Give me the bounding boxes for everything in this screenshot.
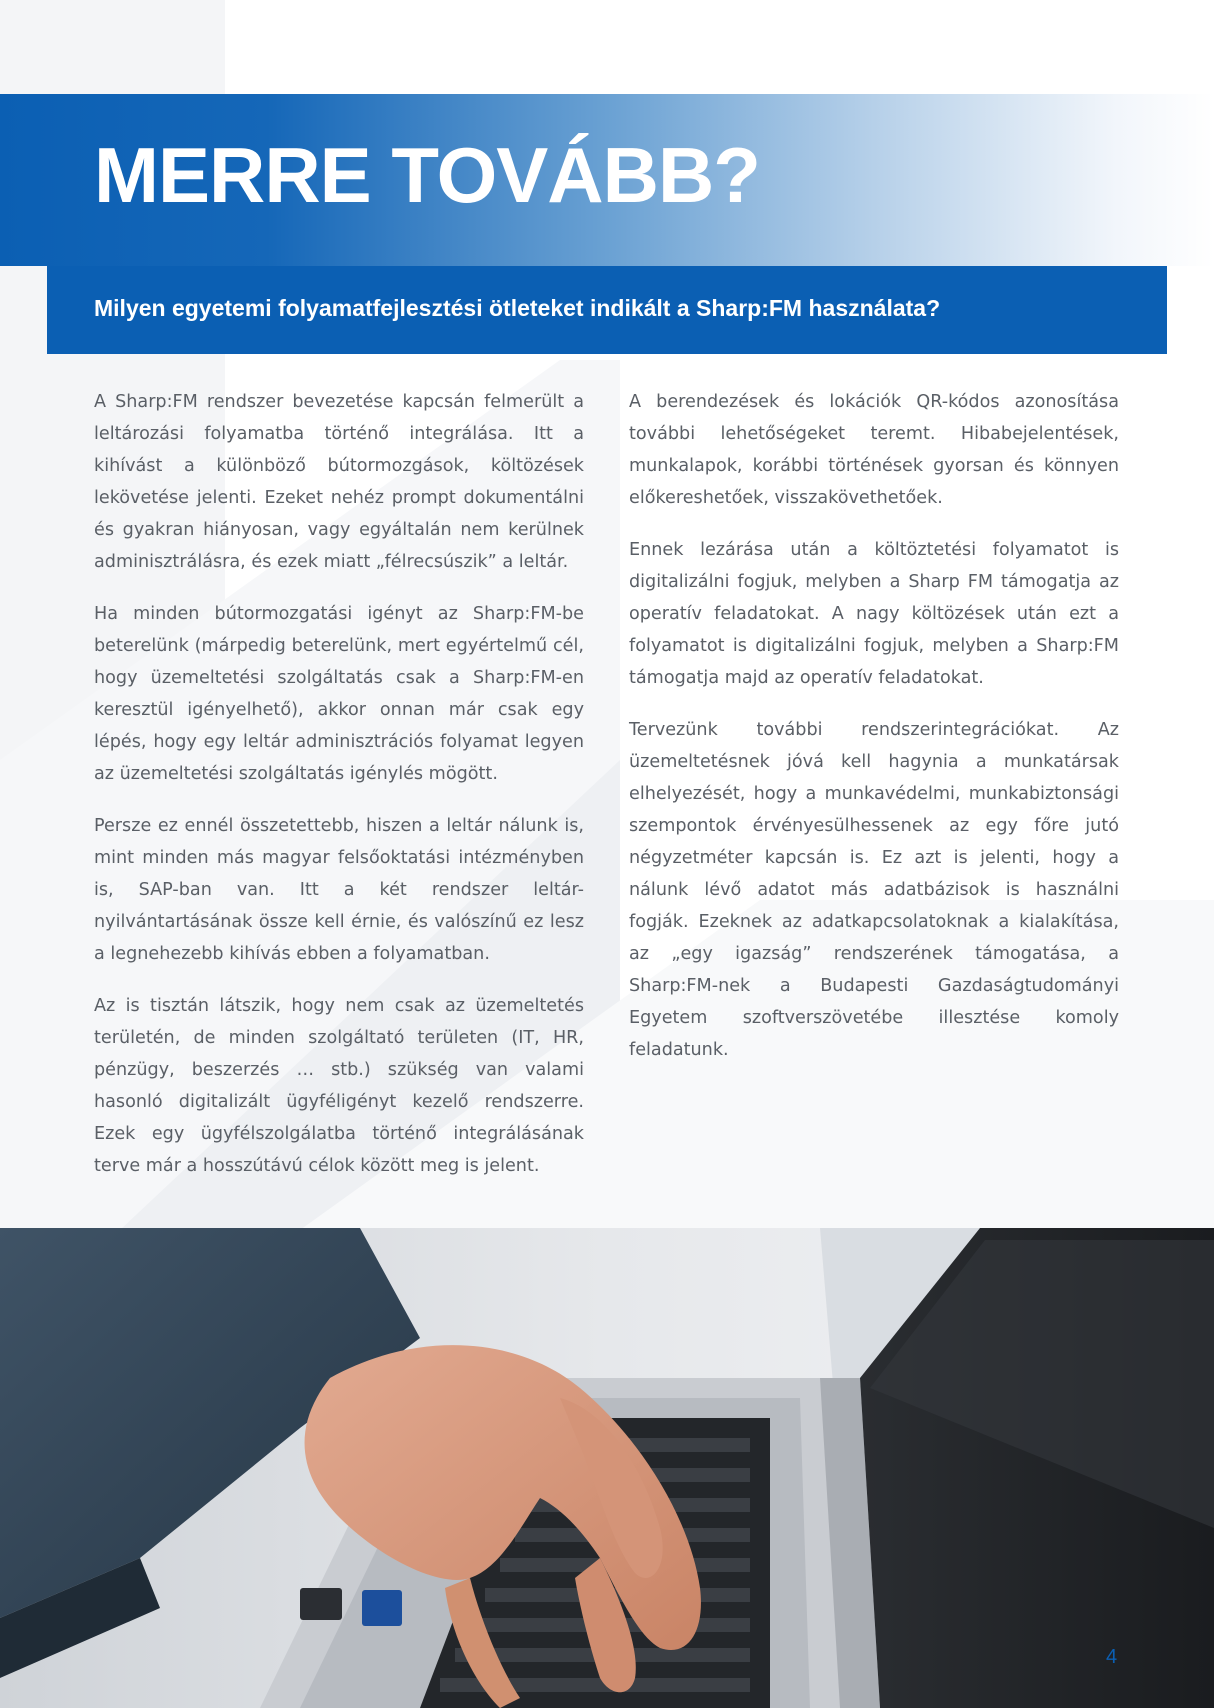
hero-banner <box>0 94 1214 266</box>
right-column <box>629 386 1119 1086</box>
left-paragraph-3: Persze ez ennél összetettebb, hiszen a leltár nálunk is, mint minden más magyar felsőoktatási intézményben is, SAP-ban van. Itt a két rendszer leltár-nyilvántartásának össze kell érnie, és valószínű ez lesz a legnehezebb kihívás ebben a folyamatban. <box>94 816 584 964</box>
laptop-typing-photo <box>0 1228 1214 1708</box>
right-paragraph-2: Ennek lezárása után a költöztetési folyamatot is digitalizálni fogjuk, melyben a Sharp FM támogatja az operatív feladatokat. A nagy költözések után ezt a folyamatot is digitalizálni fogjuk, melyben a Sharp:FM támogatja majd az operatív feladatokat. <box>629 540 1119 688</box>
left-paragraph-2: Ha minden bútormozgatási igényt az Sharp:FM-be beterelünk (márpedig beterelünk, mert egyértelmű cél, hogy üzemeltetési szolgáltatás csak a Sharp:FM-en keresztül igényelhető), akkor onnan már csak egy lépés, hogy egy leltár adminisztrációs folyamat legyen az üzemeltetési szolgáltatás igénylés mögött. <box>94 604 584 784</box>
page-title: MERRE TOVÁBB? <box>94 131 760 219</box>
left-paragraph-1: A Sharp:FM rendszer bevezetése kapcsán felmerült a leltározási folyamatba történő integrálása. Itt a kihívást a különböző bútormozgások, költözések lekövetése jelenti. Ezeket nehéz prompt dokumentálni és gyakran hiányosan, vagy egyáltalán nem kerülnek adminisztrálásra, és ezek miatt „félrecsúszik” a leltár. <box>94 392 584 572</box>
subtitle-bar <box>47 266 1167 354</box>
left-paragraph-4: Az is tisztán látszik, hogy nem csak az üzemeltetés területén, de minden szolgáltató területen (IT, HR, pénzügy, beszerzés … stb.) szükség van valami hasonló digitalizált ügyféligényt kezelő rendszerre. Ezek egy ügyfélszolgálatba történő integrálásának terve már a hosszútávú célok között meg is jelent. <box>94 996 584 1176</box>
right-paragraph-1: A berendezések és lokációk QR-kódos azonosítása további lehetőségeket teremt. Hibabejelentések, munkalapok, korábbi történések gyorsan és könnyen előkereshetőek, visszakövethetőek. <box>629 392 1119 508</box>
page-subtitle: Milyen egyetemi folyamatfejlesztési ötleteket indikált a Sharp:FM használata? <box>94 295 941 321</box>
right-paragraph-3: Tervezünk további rendszerintegrációkat. Az üzemeltetésnek jóvá kell hagynia a munkatársak elhelyezését, hogy a munkavédelmi, munkabiztonsági szempontok érvényesülhessenek az egy főre jutó négyzetméter kapcsán is. Ez azt is jelenti, hogy a nálunk lévő adatot más adatbázisok is használni fogják. Ezeknek az adatkapcsolatoknak a kialakítása, az „egy igazság” rendszerének támogatása, a Sharp:FM-nek a Budapesti Gazdaságtudományi Egyetem szoftverszövetébe illesztése komoly feladatunk. <box>629 720 1119 1060</box>
page-number: 4 <box>1106 1646 1118 1668</box>
left-column <box>94 386 584 1202</box>
photo-illustration <box>0 1228 1214 1708</box>
